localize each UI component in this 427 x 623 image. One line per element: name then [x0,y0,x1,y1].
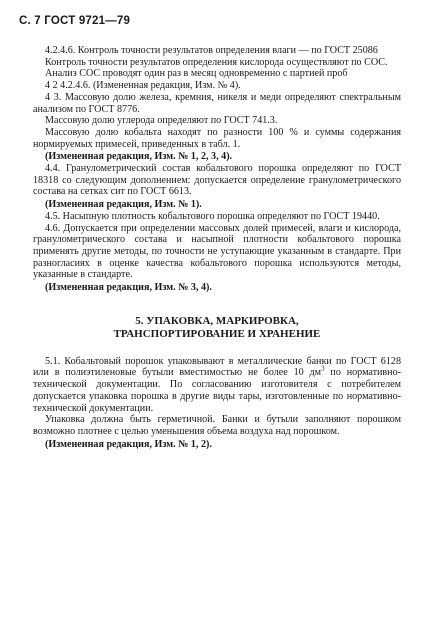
section-5-title [33,315,401,341]
paragraph: Контроль точности результатов определения кислорода осуществляют по СОС. [45,56,388,68]
paragraph: Массовую долю углерода определяют по ГОСТ 741.3. [45,115,278,127]
superscript-cubic: 3 [321,365,325,374]
section-4-paragraphs [33,45,401,294]
section-5-paragraphs [33,414,401,450]
amendment-note: (Измененная редакция, Изм. № 1, 2). [45,438,212,450]
page-header: С. 7 ГОСТ 9721—79 [19,15,131,27]
paragraph-5-1-text-end: по нормативно-технической документации. По согласованию изготовителя с потребителем допускается упаковка порошка в другие виды тары, изготовленные по нормативно-технической документации. [33,367,401,414]
amendment-note: (Измененная редакция, Изм. № 1). [45,199,202,211]
amendment-note: (Измененная редакция, Изм. № 3, 4). [45,282,212,294]
paragraph: 4.2.4.6. Контроль точности результатов определения влаги — по ГОСТ 25086 [45,45,378,56]
paragraph: Упаковка должна быть герметичной. Банки и бутыли заполняют порошком возможно плотнее с целью уменьшения объема воздуха над порошком. [33,414,401,437]
paragraph: 4 3. Массовую долю железа, кремния, никеля и меди определяют спектральным анализом по ГОСТ 8776. [33,91,401,115]
paragraph: Массовую долю кобальта находят по разности 100 % и суммы содержания нормируемых примесей, приведенных в табл. 1. [33,126,401,150]
paragraph-5-1-text-start: 5.1. Кобальтовый порошок упаковывают в металлические банки по ГОСТ 6128 или в полиэтиленовые бутыли вместимостью не более 10 дм [33,355,401,379]
paragraph: 4.6. Допускается при определении массовых долей примесей, влаги и кислорода, гранулометрического состава и насыпной плотности кобальтового порошка применять другие методы, по точности не уступающие указанным в стандарте. При разногласиях в оценке качества кобальтового порошка используются методы, указанные в стандарте. [33,222,401,281]
section-title-line-1: 5. УПАКОВКА, МАРКИРОВКА, [135,314,299,327]
amendment-note: (Измененная редакция, Изм. № 1, 2, 3, 4). [45,151,233,163]
paragraph-5-1 [33,356,401,415]
paragraph: 4.5. Насыпную плотность кобальтового порошка определяют по ГОСТ 19440. [45,210,380,222]
document-body [33,45,401,450]
section-title-line-2: ТРАНСПОРТИРОВАНИЕ И ХРАНЕНИЕ [113,327,321,340]
paragraph: 4 2 4.2.4.6. (Измененная редакция, Изм. № 4). [45,80,241,92]
paragraph: 4.4. Гранулометрический состав кобальтового порошка определяют по ГОСТ 18318 со следующим дополнением: допускается определение гранулометрического состава на сетках сит по ГОСТ 6613. [33,163,401,198]
paragraph: Анализ СОС проводят один раз в месяц одновременно с партией проб [45,68,348,80]
